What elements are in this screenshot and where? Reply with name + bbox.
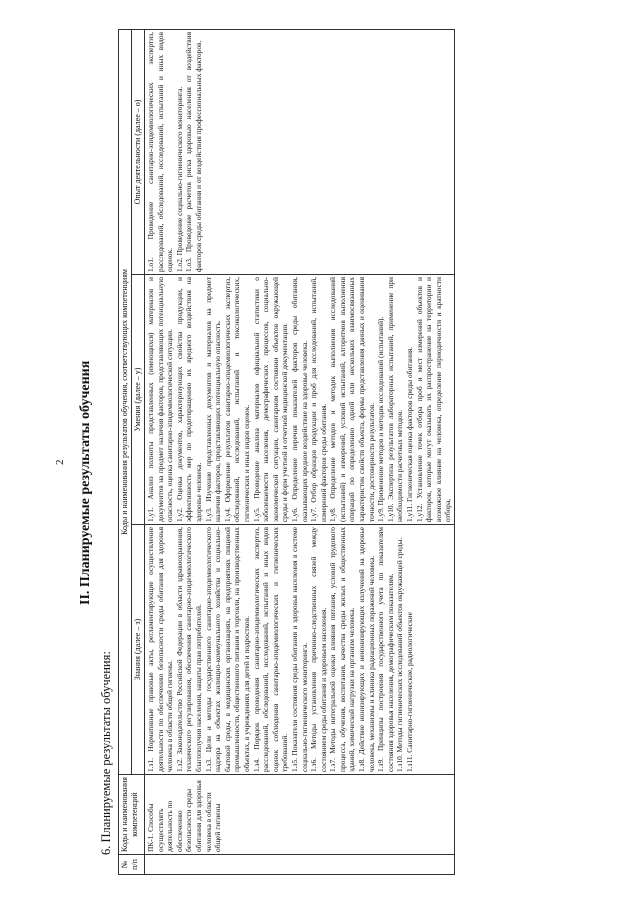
- knowledge-item: 1.з2. Законодательство Российской Федерации в области здравоохранения, технического регулирования, обеспечения санитарно-эпидемиологического благополучия населения, защиты прав потребителей.: [174, 527, 203, 772]
- knowledge-item: 1.з4. Порядок проведения санитарно-эпидемиологических экспертиз, расследований, обследований, исследований, испытаний и иных видов оценок соблюдения санитарно-эпидемиологических и гигиенических требований.: [251, 527, 290, 772]
- knowledge-item: 1.з11. Санитарно-гигиенические, радиологические: [405, 612, 415, 772]
- header-competency: Коды и наименования компетенций: [119, 775, 145, 855]
- cell-skills: [145, 275, 455, 525]
- header-experience: Опыт деятельности (далее – о): [132, 29, 145, 274]
- skill-item: 1.у9. Применение методов и методик исследований (испытаний).: [376, 316, 386, 522]
- section-title: II. Планируемые результаты обучения: [78, 360, 93, 605]
- cell-experience: [145, 29, 455, 274]
- skill-item: 1.у2. Оценка документов, характеризующих свойства продукции, и эффективность мер по предотвращению их вредного воздействия на здоровье человека.: [174, 277, 203, 522]
- experience-item: 1.о2. Проведение социально-гигиенического мониторинга.: [174, 86, 184, 272]
- skill-item: 1.у4. Оформление результатов санитарно-эпидемиологических экспертиз, обследований, исследований, испытаний и токсикологических, гигиенических и иных видов оценок.: [222, 277, 251, 522]
- skill-item: 1.у3. Изучение представленных документов и материалов на предмет наличия факторов, представляющих потенциальную опасность.: [203, 277, 223, 522]
- knowledge-item: 1.з3. Цели и методы государственного санитарно-эпидемиологического надзора на объектах жилищно-коммунального хозяйства и социально-бытовой среды, в медицинских организациях, на предприятиях пищевой промышленности, общественного питания и торговли, на производственных объектах, в учреждениях для детей и подростков.: [203, 527, 251, 772]
- table-row: [145, 29, 455, 874]
- knowledge-item: 1.з5. Показатели состояния среды обитания и здоровья населения в системе социально-гигиенического мониторинга.: [289, 527, 309, 772]
- experience-item: 1.о1. Проведение санитарно-эпидемиологических экспертиз, расследований, обследований, исследований, испытаний и иных видов оценок.: [146, 31, 175, 272]
- experience-item: 1.о3. Проведение расчетов риска здоровью населения от воздействия факторов среды обитания и от воздействия профессиональных факторов.: [184, 31, 203, 272]
- knowledge-item: 1.з10. Методы гигиенических исследований объектов окружающей среды.: [395, 537, 405, 772]
- header-skills: Умения (далее – у): [132, 275, 145, 525]
- header-number: № п/п: [119, 855, 145, 875]
- cell-number: [145, 855, 455, 875]
- knowledge-item: 1.з1. Нормативные правовые акты, регламентирующие осуществление деятельности по обеспечению безопасности среды обитания для здоровья человека в области общей гигиены.: [146, 527, 175, 772]
- knowledge-item: 1.з9. Принципы построения государственного учета по показателям состояния здоровья населения, демографическим показателям.: [376, 527, 395, 772]
- knowledge-item: 1.з7. Методы интегральной оценки влияния питания, условий трудового процесса, обучения, воспитания, качества среды жилых и общественных зданий, химической нагрузки на организм человека.: [328, 527, 357, 772]
- header-knowledge: Знания (далее – з): [132, 525, 145, 775]
- knowledge-item: 1.з6. Методы установления причинно-следственных связей между состоянием среды обитания и здоровьем населения.: [309, 527, 328, 772]
- cell-knowledge: [145, 525, 455, 775]
- skill-item: 1.у12. Установление точек отбора проб и мест измерений объектов и факторов, которые могут оказывать их распространение на территории и возможное влияние на человека, определение периодичности и кратности отбора,: [414, 277, 453, 522]
- page-number: 2: [54, 459, 66, 465]
- cell-competency: ПК-1. Способы осуществлять деятельность по обеспечению безопасности среды обитания для здоровья человека в области общей гигиены: [145, 775, 455, 855]
- skill-item: 1.у8. Определение методов и методик выполнения исследований (испытаний) и измерений, условий испытаний, алгоритмов выполнения операций по определению одной или нескольких взаимосвязанных характеристик свойств объекта, формы представления данных и оценивания точности, достоверности результатов.: [328, 277, 376, 522]
- skill-item: 1.у5. Проведение анализа материалов официальной статистики о заболеваемости населения, демографических процессов, социально-экономической ситуации, санитарном состоянии объектов окружающей среды и форм учетной и отчетной медицинской документации.: [251, 277, 290, 522]
- skill-item: 1.у6. Определение перечня показателей факторов среды обитания, оказывающих вредное воздействие на здоровье человека.: [289, 277, 309, 522]
- skill-item: 1.у1. Анализ полноты представленных (имеющихся) материалов и документов на предмет наличия факторов, представляющих потенциальную опасность, оценка санитарно-эпидемиологической ситуации.: [146, 277, 175, 522]
- skill-item: 1.у10. Экспертиза результатов лабораторных испытаний, применение при необходимости расчетных методов.: [385, 277, 405, 522]
- header-results-group: Коды и наименования результатов обучения, соответствующих компетенциям: [119, 29, 132, 774]
- section-subtitle: 6. Планируемые результаты обучения:: [99, 651, 113, 855]
- skill-item: 1.у7. Отбор образцов продукции и проб для исследований, испытаний, измерений факторов среды обитания.: [309, 277, 328, 522]
- skill-item: 1.у11. Гигиеническая оценка факторов среды обитания.: [405, 346, 415, 522]
- learning-results-table: [118, 29, 455, 875]
- knowledge-item: 1.з8. Действие ионизирующих и неионизирующих излучений на здоровье человека, механизмы и клиника радиационных поражений человека.: [357, 527, 376, 772]
